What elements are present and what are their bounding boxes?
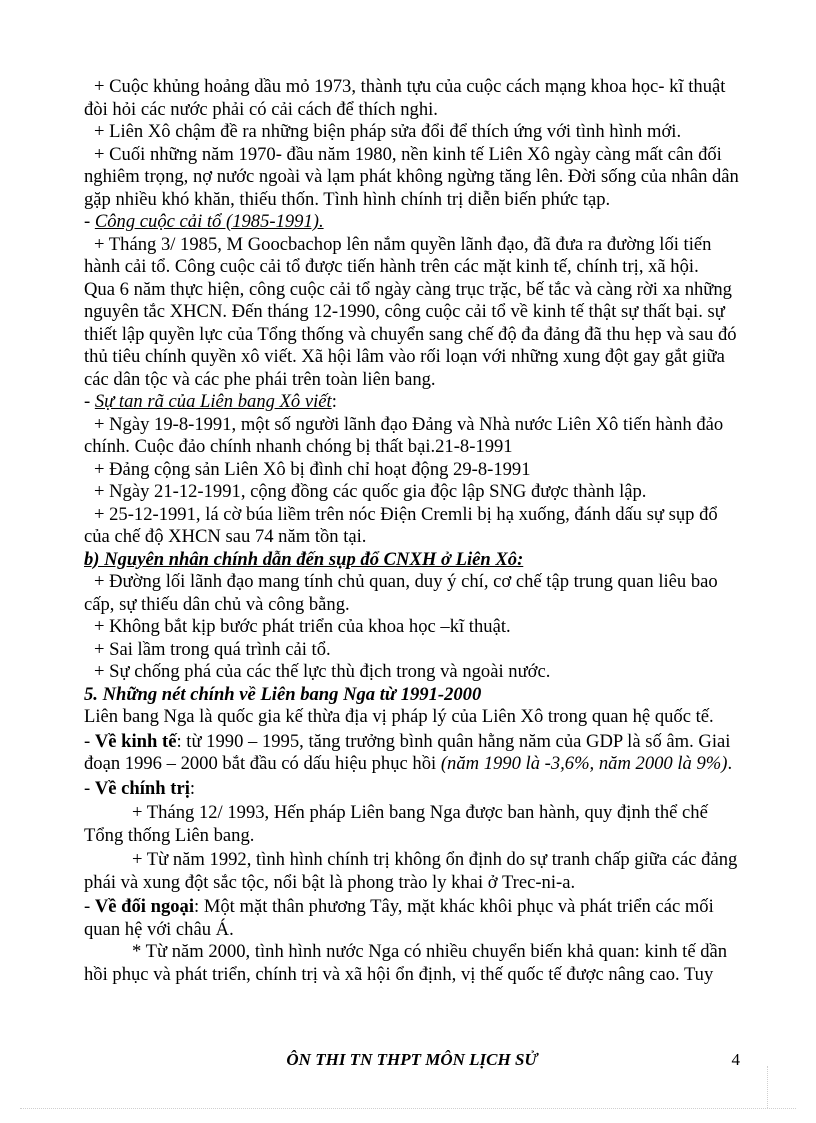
kinh-te-note: (năm 1990 là -3,6%, năm 2000 là 9%) [440,753,728,774]
kinh-te-label: Về kinh tế [94,730,177,752]
text-line: Qua 6 năm thực hiện, công cuộc cải tổ ngày càng trục trặc, bế tắc và càng rời xa những [84,278,732,300]
text-line: + Từ năm 1992, tình hình chính trị không ổn định do sự tranh chấp giữa các đảng [132,849,738,870]
text-line: + Tháng 12/ 1993, Hến pháp Liên bang Nga được ban hành, quy định thể chế [132,802,708,823]
text-line: hồi phục và phát triển, chính trị và xã hội ổn định, vị thế quốc tế được nâng cao. Tuy [84,963,714,985]
text-line: + Tháng 3/ 1985, M Goocbachop lên nắm quyền lãnh đạo, đã đưa ra đường lối tiến [94,233,712,255]
text-line: nghiêm trọng, nợ nước ngoài và lạm phát không ngừng tăng lên. Đời sống của nhân dân [84,166,739,187]
section-heading-5: 5. Những nét chính về Liên bang Nga từ 1991-2000 [84,683,482,705]
text-line: + Sự chống phá của các thế lực thù địch trong và ngoài nước. [94,661,551,682]
text-line: quan hệ với châu Á. [84,918,234,940]
text-line: + Đảng cộng sản Liên Xô bị đình chỉ hoạt động 29-8-1991 [94,458,531,480]
page-footer [84,1050,740,1074]
heading-text: Công cuộc cải tổ (1985-1991). [94,211,324,232]
text-line: + Cuộc khủng hoảng dầu mỏ 1973, thành tựu của cuộc cách mạng khoa học- kĩ thuật [94,76,726,97]
footer-title: ÔN THI TN THPT MÔN LỊCH SỬ [286,1050,538,1069]
text-line: + Không bắt kịp bước phát triển của khoa học –kĩ thuật. [94,616,511,637]
kinh-te-line: - Về kinh tế: từ 1990 – 1995, tăng trưởng bình quân hằng năm của GDP là số âm. Giai [84,730,731,752]
heading-text: Sự tan rã của Liên bang Xô viết [94,391,332,412]
text-line: nguyên tắc XHCN. Đến tháng 12-1990, công cuộc cải tổ về kinh tế thật sự thất bại. sự [84,301,725,322]
kinh-te-line-2: đoạn 1996 – 2000 bắt đầu có dấu hiệu phục hồi (năm 1990 là -3,6%, năm 2000 là 9%). [84,753,733,774]
text-line: phái và xung đột sắc tộc, nổi bật là phong trào ly khai ở Trec-ni-a. [84,871,576,893]
text-line: + 25-12-1991, lá cờ búa liềm trên nóc Điện Cremli bị hạ xuống, đánh dấu sự sụp đổ [94,503,718,525]
chinh-tri-label: Về chính trị [94,777,190,799]
section-heading-tan-ra: - Sự tan rã của Liên bang Xô viết: [84,391,337,412]
text-line: + Đường lối lãnh đạo mang tính chủ quan, duy ý chí, cơ chế tập trung quan liêu bao [94,571,718,592]
section-heading-cai-to: - Công cuộc cải tổ (1985-1991). [84,211,324,232]
text-line: + Ngày 19-8-1991, một số người lãnh đạo Đảng và Nhà nước Liên Xô tiến hành đảo [94,413,724,435]
text-line: + Liên Xô chậm đề ra những biện pháp sửa đổi để thích ứng với tình hình mới. [94,121,682,142]
page-border-line [20,1108,796,1109]
document-body [84,76,740,986]
text-line: của chế độ XHCN sau 74 năm tồn tại. [84,526,367,547]
section-heading-b: b) Nguyên nhân chính dẫn đến sụp đổ CNXH ở Liên Xô: [84,548,524,570]
text-line: thiết lập quyền lực của Tổng thống và chuyển sang chế độ đa đảng đã thu hẹp và sau đó [84,323,737,345]
chinh-tri-line: - Về chính trị: [84,777,196,799]
text-line: Tổng thống Liên bang. [84,824,255,846]
text-line: đòi hỏi các nước phải có cải cách để thích nghi. [84,98,438,120]
page-number: 4 [731,1050,740,1069]
doi-ngoai-line: - Về đối ngoại: Một mặt thân phương Tây, mặt khác khôi phục và phát triển các mối [84,896,714,917]
text-line: cấp, sự thiếu dân chủ và công bằng. [84,593,350,615]
doi-ngoai-label: Về đối ngoại [94,896,195,917]
text-line: các dân tộc và các phe phái trên toàn liên bang. [84,368,436,390]
text-line: * Từ năm 2000, tình hình nước Nga có nhiều chuyển biến khả quan: kinh tế dần [132,941,728,962]
text-line: + Ngày 21-12-1991, cộng đồng các quốc gia độc lập SNG được thành lập. [94,481,647,502]
text-line: Liên bang Nga là quốc gia kế thừa địa vị pháp lý của Liên Xô trong quan hệ quốc tế. [84,706,714,727]
page-border-mark [767,1066,768,1108]
text-line: + Cuối những năm 1970- đầu năm 1980, nền kinh tế Liên Xô ngày càng mất cân đối [94,143,722,165]
text-line: + Sai lầm trong quá trình cải tổ. [94,638,331,660]
text-line: gặp nhiều khó khăn, thiếu thốn. Tình hình chính trị diễn biến phức tạp. [84,188,611,210]
text-line: chính. Cuộc đảo chính nhanh chóng bị thất bại.21-8-1991 [84,436,513,457]
text-line: hành cải tổ. Công cuộc cải tổ được tiến hành trên các mặt kinh tế, chính trị, xã hội. [84,256,699,277]
text-line: thủ tiêu chính quyền xô viết. Xã hội lâm vào rối loạn với những xung đột gay gắt giữa [84,346,725,367]
